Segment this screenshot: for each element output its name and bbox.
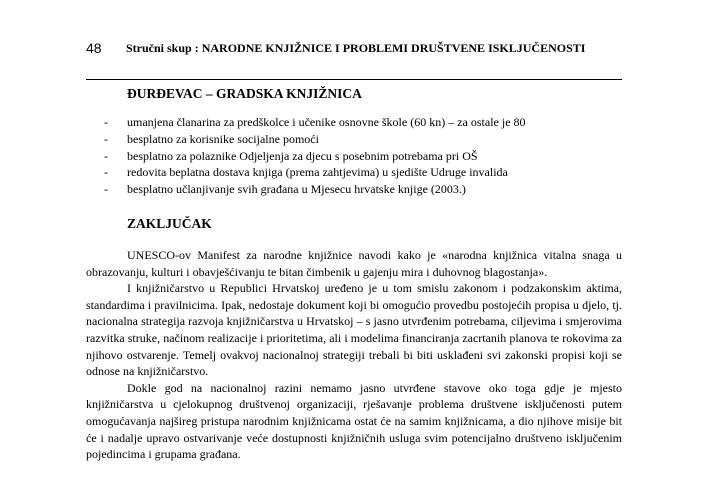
list-item-text: redovita beplatna dostava knjiga (prema zahtjevima) u sjedište Udruge invalida — [127, 165, 508, 180]
bullet-dash: - — [104, 182, 108, 197]
section-heading-library: ĐURĐEVAC – GRADSKA KNJIŽNICA — [127, 86, 362, 101]
list-item-text: besplatno za polaznike Odjeljenja za djecu s posebnim potrebama pri OŠ — [127, 148, 478, 163]
section-heading-conclusion: ZAKLJUČAK — [127, 216, 212, 231]
running-title: Stručni skup : NARODNE KNJIŽNICE I PROBLEMI DRUŠTVENE ISKLJUČENOSTI — [126, 41, 586, 55]
header-divider — [86, 79, 622, 80]
conclusion-body — [86, 247, 622, 463]
paragraph: I knjižničarstvo u Republici Hrvatskoj uređeno je u tom smislu zakonom i podzakonskim aktima, standardima i pravilnicima. Ipak, nedostaje dokument koji bi omogućio provedbu postojećih propisa u djelo, tj. nacionalna strategija razvoja knjižničarstva u Hrvatskoj – s jasno utvrđenim potrebama, ciljevima i smjerovima razvitka struke, načinom realizacije i prioritetima, ali i modelima financiranja zacrtanih planova te rokovima za njihovo ostvarenje. Temelj ovakvoj nacionalnoj strategiji trebali bi biti usklađeni svi zakonski propisi koji se odnose na knjižničarstvo. — [86, 281, 622, 379]
list-item-text: umanjena članarina za predškolce i učenike osnovne škole (60 kn) – za ostale je 80 — [127, 115, 526, 129]
list-item-text: besplatno za korisnike socijalne pomoći — [127, 131, 319, 146]
page-number: 48 — [86, 40, 102, 56]
bullet-dash: - — [104, 131, 108, 146]
paragraph: UNESCO-ov Manifest za narodne knjižnice navodi kako je «narodna knjižnica vitalna snaga u obrazovanju, kulturi i obavješćivanju te bitan čimbenik u gajenju mira i duhovnog blagostanja». — [86, 248, 622, 279]
bullet-dash: - — [104, 115, 108, 129]
bullet-dash: - — [104, 165, 108, 180]
page-header — [86, 40, 626, 60]
paragraph: Dokle god na nacionalnoj razini nemamo jasno utvrđene stavove oko toga gdje je mjesto knjižničarstva u cjelokupnog društvenoj organizaciji, rješavanje problema društvene isključenosti putem omogućavanja najšireg pristupa narodnim knjižnicama ostat će na samim knjižnicama, a dio njihove misije bit će i nadalje upravo ostvarivanje veće dostupnosti knjižničnih usluga svim potencijalno društveno isključenim pojedincima i grupama građana. — [86, 380, 622, 462]
list-item-text: besplatno učlanjivanje svih građana u Mjesecu hrvatske knjige (2003.) — [127, 182, 466, 197]
bullet-dash: - — [104, 148, 108, 163]
